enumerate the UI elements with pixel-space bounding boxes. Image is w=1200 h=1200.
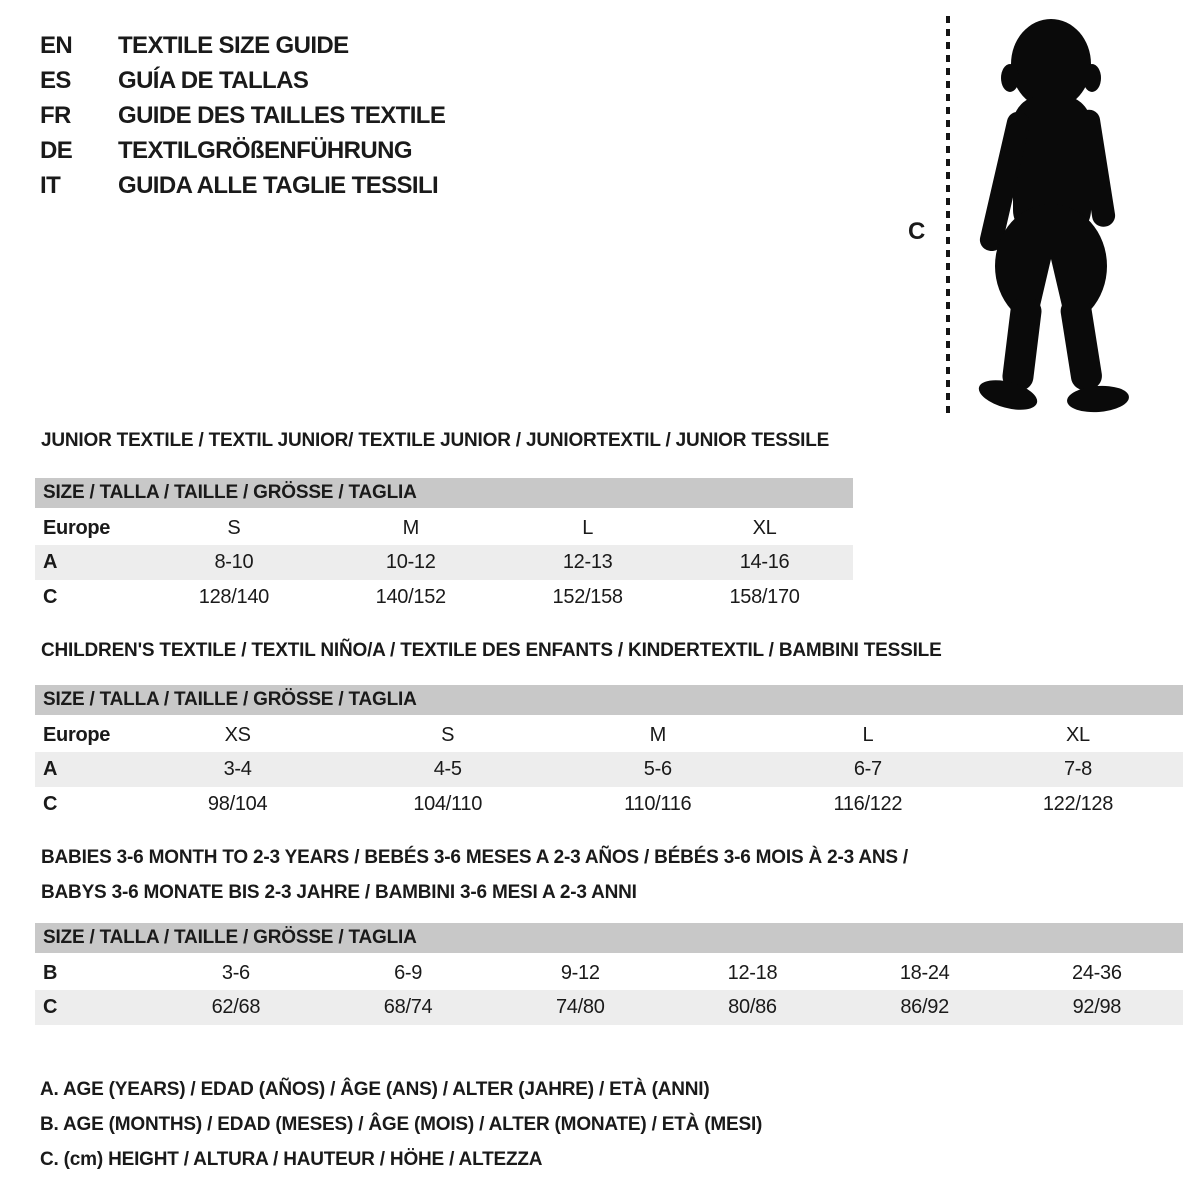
value-cell: 7-8 <box>973 752 1183 787</box>
value-cell: XL <box>752 517 777 539</box>
value-cell: 68/74 <box>322 990 494 1025</box>
value-cell: 80/86 <box>666 990 838 1025</box>
value-cell: S <box>441 724 455 746</box>
value-cell: 3-4 <box>133 752 343 787</box>
row-label: Europe <box>43 517 111 539</box>
value-cell: 8-10 <box>145 545 322 580</box>
value-cell: 4-5 <box>343 752 553 787</box>
value-cell: 122/128 <box>1042 793 1114 815</box>
value-cell: 18-24 <box>899 962 950 984</box>
value-cell: L <box>582 517 594 539</box>
lang-code: FR <box>40 101 71 129</box>
table-row <box>35 510 853 545</box>
children-section-title: CHILDREN'S TEXTILE / TEXTIL NIÑO/A / TEXTILE DES ENFANTS / KINDERTEXTIL / BAMBINI TESSILE <box>41 640 942 661</box>
size-header-bar: SIZE / TALLA / TAILLE / GRÖSSE / TAGLIA <box>35 478 853 510</box>
value-cell: 5-6 <box>553 752 763 787</box>
value-cell: 140/152 <box>375 586 446 608</box>
legend-age-months: B. AGE (MONTHS) / EDAD (MESES) / ÂGE (MOIS) / ALTER (MONATE) / ETÀ (MESI) <box>40 1113 763 1135</box>
value-cell: 24-36 <box>1072 962 1122 984</box>
lang-row-fr <box>40 98 445 133</box>
value-cell: 158/170 <box>729 586 800 608</box>
table-row <box>35 787 1183 822</box>
row-label: Europe <box>43 724 111 746</box>
junior-size-table <box>35 478 853 615</box>
value-cell: 6-9 <box>394 962 423 984</box>
value-cell: 12-18 <box>727 962 778 984</box>
value-cell: 98/104 <box>207 793 268 815</box>
size-header-bar: SIZE / TALLA / TAILLE / GRÖSSE / TAGLIA <box>35 685 1183 717</box>
junior-section-title: JUNIOR TEXTILE / TEXTIL JUNIOR/ TEXTILE JUNIOR / JUNIORTEXTIL / JUNIOR TESSILE <box>41 430 830 451</box>
value-cell: L <box>862 724 874 746</box>
row-label: C <box>35 990 150 1025</box>
measurement-legend <box>40 1072 762 1177</box>
value-cell: M <box>649 724 666 746</box>
value-cell: 14-16 <box>676 545 853 580</box>
lang-code: IT <box>40 171 61 199</box>
legend-height-cm: C. (cm) HEIGHT / ALTURA / HAUTEUR / HÖHE / ALTEZZA <box>40 1148 543 1170</box>
value-cell: 128/140 <box>198 586 269 608</box>
guide-title-es: GUÍA DE TALLAS <box>118 66 309 94</box>
value-cell: 116/122 <box>833 793 903 815</box>
lang-row-es <box>40 63 445 98</box>
lang-code: ES <box>40 66 71 94</box>
value-cell: XL <box>1066 724 1090 746</box>
value-cell: 9-12 <box>560 962 600 984</box>
babies-size-table <box>35 923 1183 1025</box>
value-cell: 110/116 <box>624 793 692 815</box>
row-label: C <box>43 793 58 815</box>
junior-section <box>35 428 853 615</box>
value-cell: 10-12 <box>322 545 499 580</box>
row-label: A <box>35 752 133 787</box>
value-cell: 104/110 <box>413 793 483 815</box>
value-cell: 12-13 <box>499 545 676 580</box>
children-size-table <box>35 685 1183 822</box>
size-header-bar: SIZE / TALLA / TAILLE / GRÖSSE / TAGLIA <box>35 923 1183 955</box>
table-row <box>35 955 1183 990</box>
value-cell: XS <box>224 724 251 746</box>
guide-title-de: TEXTILGRÖßENFÜHRUNG <box>118 136 412 164</box>
table-row <box>35 752 1183 787</box>
guide-title-en: TEXTILE SIZE GUIDE <box>118 31 349 59</box>
guide-title-it: GUIDA ALLE TAGLIE TESSILI <box>118 171 439 199</box>
value-cell: 86/92 <box>839 990 1011 1025</box>
table-row <box>35 990 1183 1025</box>
toddler-silhouette-icon <box>958 14 1140 416</box>
row-label: C <box>43 586 58 608</box>
value-cell: 92/98 <box>1011 990 1183 1025</box>
legend-age-years: A. AGE (YEARS) / EDAD (AÑOS) / ÂGE (ANS) / ALTER (JAHRE) / ETÀ (ANNI) <box>40 1078 710 1100</box>
value-cell: 6-7 <box>763 752 973 787</box>
babies-section <box>35 840 1183 1025</box>
lang-row-it <box>40 168 445 203</box>
children-section <box>35 638 1183 822</box>
lang-row-en <box>40 28 445 63</box>
height-measure-label: C <box>908 218 926 245</box>
language-title-list <box>40 28 445 203</box>
row-label: B <box>43 962 58 984</box>
value-cell: 152/158 <box>552 586 623 608</box>
lang-code: DE <box>40 136 73 164</box>
lang-row-de <box>40 133 445 168</box>
guide-title-fr: GUIDE DES TAILLES TEXTILE <box>118 101 446 129</box>
row-label: A <box>35 545 145 580</box>
babies-section-title: BABIES 3-6 MONTH TO 2-3 YEARS / BEBÉS 3-6 MESES A 2-3 AÑOS / BÉBÉS 3-6 MOIS À 2-3 ANS / BABYS 3-6 MONATE BIS 2-3 JAHRE / BAMBINI 3-6 MESI A 2-3 ANNI <box>41 847 909 903</box>
value-cell: S <box>227 517 241 539</box>
value-cell: 62/68 <box>150 990 322 1025</box>
table-row <box>35 580 853 615</box>
table-row <box>35 717 1183 752</box>
table-row <box>35 545 853 580</box>
lang-code: EN <box>40 31 73 59</box>
value-cell: 74/80 <box>494 990 666 1025</box>
value-cell: 3-6 <box>221 962 250 984</box>
value-cell: M <box>402 517 419 539</box>
height-dashed-line <box>946 16 950 414</box>
